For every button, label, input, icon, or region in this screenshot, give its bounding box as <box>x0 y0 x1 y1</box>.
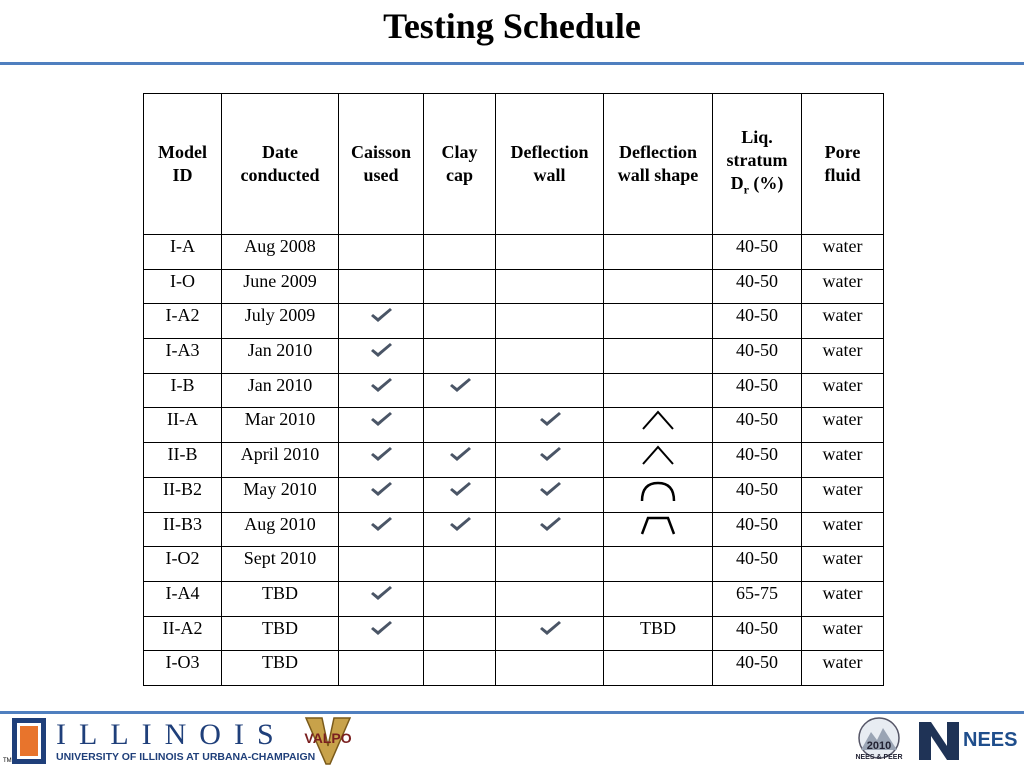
cell-caisson <box>339 408 424 443</box>
cell-deflection-wall <box>496 651 604 686</box>
checkmark-icon <box>368 583 394 603</box>
cell-model-id: I-O <box>144 269 222 304</box>
nees-peer-year: 2010 <box>866 740 892 752</box>
cell-dr: 65-75 <box>713 581 802 616</box>
cell-clay-cap <box>424 616 496 651</box>
table-row <box>144 616 884 651</box>
table-row <box>144 547 884 582</box>
header-model-id: Model ID <box>144 94 222 235</box>
cell-deflection-wall <box>496 443 604 478</box>
cell-wall-shape <box>604 235 713 270</box>
cell-model-id: I-B <box>144 373 222 408</box>
cell-dr: 40-50 <box>713 512 802 547</box>
table-row <box>144 408 884 443</box>
cell-deflection-wall <box>496 269 604 304</box>
trapezoid-shape-icon <box>639 514 677 541</box>
cell-pore-fluid: water <box>802 581 884 616</box>
cell-deflection-wall <box>496 477 604 512</box>
table-row <box>144 581 884 616</box>
cell-caisson <box>339 512 424 547</box>
cell-model-id: I-O2 <box>144 547 222 582</box>
cell-caisson <box>339 651 424 686</box>
checkmark-icon <box>447 444 473 464</box>
cell-dr: 40-50 <box>713 304 802 339</box>
cell-clay-cap <box>424 651 496 686</box>
cell-wall-shape <box>604 547 713 582</box>
cell-date: June 2009 <box>222 269 339 304</box>
cell-deflection-wall <box>496 373 604 408</box>
cell-caisson <box>339 616 424 651</box>
header-deflection-wall-shape: Deflection wall shape <box>604 94 713 235</box>
cell-wall-shape: TBD <box>604 616 713 651</box>
cell-date: Aug 2008 <box>222 235 339 270</box>
cell-dr: 40-50 <box>713 547 802 582</box>
table-row <box>144 269 884 304</box>
cell-date: May 2010 <box>222 477 339 512</box>
cell-date: TBD <box>222 651 339 686</box>
cell-clay-cap <box>424 512 496 547</box>
table-row <box>144 651 884 686</box>
cell-pore-fluid: water <box>802 443 884 478</box>
cell-pore-fluid: water <box>802 304 884 339</box>
cell-dr: 40-50 <box>713 477 802 512</box>
cell-dr: 40-50 <box>713 269 802 304</box>
cell-model-id: I-O3 <box>144 651 222 686</box>
illinois-logo <box>12 718 316 764</box>
cell-pore-fluid: water <box>802 547 884 582</box>
cell-pore-fluid: water <box>802 269 884 304</box>
table-row <box>144 512 884 547</box>
cell-clay-cap <box>424 235 496 270</box>
cell-wall-shape <box>604 373 713 408</box>
checkmark-icon <box>537 479 563 499</box>
cell-caisson <box>339 547 424 582</box>
checkmark-icon <box>368 479 394 499</box>
cell-model-id: I-A3 <box>144 339 222 374</box>
cell-pore-fluid: water <box>802 235 884 270</box>
cell-model-id: II-A <box>144 408 222 443</box>
checkmark-icon <box>447 479 473 499</box>
cell-wall-shape <box>604 304 713 339</box>
cell-date: Sept 2010 <box>222 547 339 582</box>
cell-date: Jan 2010 <box>222 339 339 374</box>
cell-dr: 40-50 <box>713 443 802 478</box>
arc-shape-icon <box>638 479 678 508</box>
cell-pore-fluid: water <box>802 373 884 408</box>
nees-logo <box>917 720 1017 762</box>
checkmark-icon <box>537 514 563 534</box>
cell-deflection-wall <box>496 408 604 443</box>
nees-wordmark: NEES <box>963 729 1018 751</box>
cell-deflection-wall <box>496 616 604 651</box>
cell-clay-cap <box>424 547 496 582</box>
checkmark-icon <box>368 340 394 360</box>
header-deflection-wall: Deflection wall <box>496 94 604 235</box>
cell-dr: 40-50 <box>713 651 802 686</box>
cell-dr: 40-50 <box>713 339 802 374</box>
checkmark-icon <box>368 444 394 464</box>
valpo-logo <box>300 716 356 766</box>
cell-date: April 2010 <box>222 443 339 478</box>
table-row <box>144 304 884 339</box>
cell-caisson <box>339 269 424 304</box>
cell-clay-cap <box>424 269 496 304</box>
checkmark-icon <box>447 375 473 395</box>
cell-wall-shape <box>604 512 713 547</box>
cell-clay-cap <box>424 373 496 408</box>
cell-caisson <box>339 373 424 408</box>
cell-caisson <box>339 304 424 339</box>
page-title: Testing Schedule <box>383 6 641 46</box>
cell-clay-cap <box>424 581 496 616</box>
header-pore-fluid: Pore fluid <box>802 94 884 235</box>
top-divider <box>0 62 1024 65</box>
cell-model-id: I-A4 <box>144 581 222 616</box>
cell-date: Jan 2010 <box>222 373 339 408</box>
cell-date: Aug 2010 <box>222 512 339 547</box>
checkmark-icon <box>368 305 394 325</box>
cell-deflection-wall <box>496 547 604 582</box>
cell-wall-shape <box>604 443 713 478</box>
table-row <box>144 477 884 512</box>
nees-peer-label: NEES & PEER <box>855 754 903 761</box>
cell-caisson <box>339 477 424 512</box>
cell-pore-fluid: water <box>802 616 884 651</box>
cell-wall-shape <box>604 581 713 616</box>
chevron-shape-icon <box>640 409 676 436</box>
cell-wall-shape <box>604 651 713 686</box>
testing-schedule-table <box>143 93 884 686</box>
cell-clay-cap <box>424 339 496 374</box>
checkmark-icon <box>537 409 563 429</box>
cell-deflection-wall <box>496 581 604 616</box>
cell-dr: 40-50 <box>713 408 802 443</box>
cell-pore-fluid: water <box>802 512 884 547</box>
illinois-subtitle: UNIVERSITY OF ILLINOIS AT URBANA-CHAMPAIGN <box>56 751 316 763</box>
cell-deflection-wall <box>496 304 604 339</box>
cell-clay-cap <box>424 304 496 339</box>
illinois-block-i-icon <box>12 718 46 764</box>
cell-caisson <box>339 235 424 270</box>
header-row <box>144 94 884 235</box>
header-date-conducted: Date conducted <box>222 94 339 235</box>
illinois-wordmark: ILLINOIS <box>56 718 287 751</box>
header-clay-cap: Clay cap <box>424 94 496 235</box>
header-liq-stratum-dr: Liq. stratum $D_r$ (%) <box>713 94 802 235</box>
bottom-divider <box>0 711 1024 714</box>
nees-peer-2010-logo <box>853 716 905 766</box>
valpo-text: VALPO <box>304 730 352 746</box>
checkmark-icon <box>368 514 394 534</box>
cell-clay-cap <box>424 443 496 478</box>
cell-date: Mar 2010 <box>222 408 339 443</box>
checkmark-icon <box>537 444 563 464</box>
nees-mark-icon <box>917 720 961 762</box>
table-row <box>144 443 884 478</box>
header-caisson-used: Caisson used <box>339 94 424 235</box>
checkmark-icon <box>368 618 394 638</box>
table-row <box>144 373 884 408</box>
cell-deflection-wall <box>496 339 604 374</box>
checkmark-icon <box>537 618 563 638</box>
cell-deflection-wall <box>496 235 604 270</box>
cell-pore-fluid: water <box>802 408 884 443</box>
cell-pore-fluid: water <box>802 339 884 374</box>
cell-model-id: I-A <box>144 235 222 270</box>
cell-deflection-wall <box>496 512 604 547</box>
cell-dr: 40-50 <box>713 373 802 408</box>
cell-model-id: II-B3 <box>144 512 222 547</box>
cell-caisson <box>339 443 424 478</box>
trademark-mark: TM <box>3 758 12 764</box>
cell-model-id: II-B <box>144 443 222 478</box>
cell-pore-fluid: water <box>802 651 884 686</box>
table-row <box>144 235 884 270</box>
cell-model-id: II-B2 <box>144 477 222 512</box>
cell-caisson <box>339 581 424 616</box>
checkmark-icon <box>368 375 394 395</box>
cell-date: TBD <box>222 581 339 616</box>
cell-date: TBD <box>222 616 339 651</box>
cell-wall-shape <box>604 269 713 304</box>
checkmark-icon <box>368 409 394 429</box>
cell-pore-fluid: water <box>802 477 884 512</box>
checkmark-icon <box>447 514 473 534</box>
cell-wall-shape <box>604 339 713 374</box>
cell-date: July 2009 <box>222 304 339 339</box>
cell-caisson <box>339 339 424 374</box>
cell-model-id: II-A2 <box>144 616 222 651</box>
cell-clay-cap <box>424 477 496 512</box>
cell-dr: 40-50 <box>713 616 802 651</box>
cell-wall-shape <box>604 408 713 443</box>
cell-wall-shape <box>604 477 713 512</box>
table-row <box>144 339 884 374</box>
cell-dr: 40-50 <box>713 235 802 270</box>
cell-clay-cap <box>424 408 496 443</box>
cell-model-id: I-A2 <box>144 304 222 339</box>
chevron-shape-icon <box>640 444 676 471</box>
